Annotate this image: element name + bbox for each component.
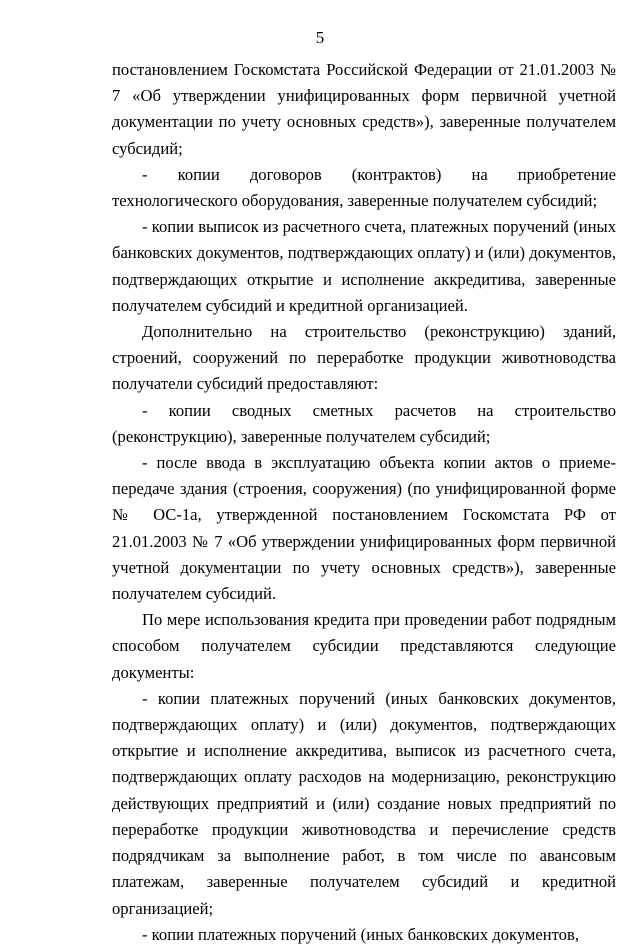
paragraph-construction: Дополнительно на строительство (реконструкцию) зданий, строений, сооружений по переработке продукции животноводства получатели субсидий предоставляют: xyxy=(112,322,616,394)
list-item-contracts: - копии договоров (контрактов) на приобретение технологического оборудования, заверенные получателем субсидий; xyxy=(112,164,616,211)
list-item-payment-orders-continued: - копии платежных поручений (иных банковских документов, xyxy=(142,924,579,944)
paragraph-contractor-works: По мере использования кредита при проведении работ подрядным способом получателем субсидии представляются следующие документы: xyxy=(112,610,616,682)
paragraph-continuation: постановлением Госкомстата Российской Федерации от 21.01.2003 № 7 «Об утверждении унифицированных форм первичной учетной документации по учету основных средств»), заверенные получателем субсидий; xyxy=(112,60,616,158)
list-item-payment-orders: - копии платежных поручений (иных банковских документов, подтверждающих оплату) и (или) документов, подтверждающих открытие и исполнение аккредитива, выписок из расчетного счета, подтверждающих оплату расходов на модернизацию, реконструкцию действующих предприятий и (или) создание новых предприятий по переработке продукции животноводства и перечисление средств подрядчикам за выполнение работ, в том числе по авансовым платежам, заверенные получателем субсидий и кредитной организацией; xyxy=(112,688,616,918)
document-body xyxy=(112,57,616,948)
list-item-bank-statements: - копии выписок из расчетного счета, платежных поручений (иных банковских документов, подтверждающих оплату) и (или) документов, подтверждающих открытие и исполнение аккредитива, заверенные получателем субсидий и кредитной организацией. xyxy=(112,217,616,315)
page-number: 5 xyxy=(315,28,325,47)
list-item-estimates: - копии сводных сметных расчетов на строительство (реконструкцию), заверенные получателем субсидий; xyxy=(112,400,616,446)
list-item-acceptance-acts: - после ввода в эксплуатацию объекта копии актов о приеме-передаче здания (строения, сооружения) (по унифицированной форме № ОС-1а, утвержденной постановлением Госкомстата РФ от 21.01.2003 № 7 «Об утверждении унифицированных форм первичной учетной документации по учету основных средств»), заверенные получателем субсидий. xyxy=(112,453,616,604)
